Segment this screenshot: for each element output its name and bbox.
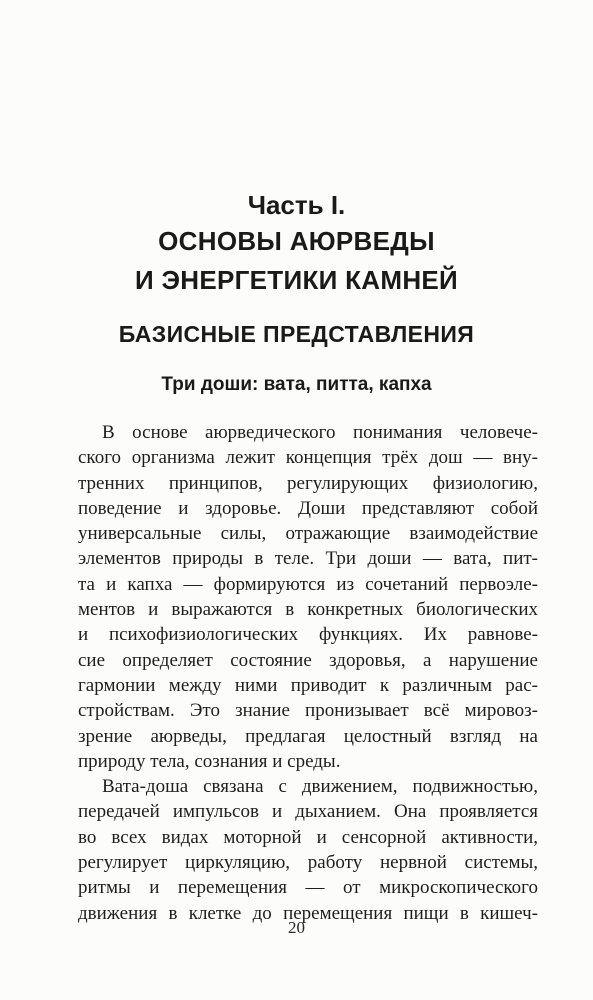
text-line: во всех видах моторной и сенсорной активности, (78, 826, 538, 848)
text-line: сие определяет состояние здоровья, а нарушение (78, 649, 538, 671)
text-line: ментов и выражаются в конкретных биологических (78, 599, 538, 621)
text-line: природу тела, сознания и среды. (78, 750, 341, 772)
part-heading: Часть I. (247, 190, 346, 220)
text-line: тренних принципов, регулирующих физиологию, (78, 472, 538, 494)
text-line: и психофизиологических функциях. Их равнове- (78, 624, 538, 646)
text-line: Вата-доша связана с движением, подвижностью, (102, 776, 538, 798)
text-line: гармонии между ними приводит к различным рас- (78, 674, 538, 696)
body-text (78, 420, 538, 926)
paragraph (78, 420, 538, 774)
text-line: элементов природы в теле. Три доши — вата, пит- (78, 548, 538, 570)
paragraph (78, 774, 538, 926)
part-title-line-1: ОСНОВЫ АЮРВЕДЫ (158, 226, 435, 256)
page-number: 20 (288, 918, 305, 937)
text-line: ского организма лежит концепция трёх дош — вну- (78, 447, 538, 469)
text-line: передачей импульсов и дыханием. Она проявляется (78, 801, 538, 823)
part-title-line-2: И ЭНЕРГЕТИКИ КАМНЕЙ (134, 265, 459, 295)
text-line: поведение и здоровье. Доши представляют собой (78, 497, 538, 519)
text-line: ритмы и перемещения — от микроскопического (78, 877, 538, 899)
subsection-heading: Три доши: вата, питта, капха (161, 374, 432, 395)
text-line: стройствам. Это знание пронизывает всё мировоз- (78, 700, 538, 722)
text-line: В основе аюрведического понимания человече- (102, 422, 538, 443)
text-line: регулирует циркуляцию, работу нервной системы, (78, 852, 538, 874)
text-line: универсальные силы, отражающие взаимодействие (78, 523, 538, 545)
text-line: движения в клетке до перемещения пищи в кишеч- (78, 902, 538, 924)
text-line: зрение аюрведы, предлагая целостный взгляд на (78, 725, 538, 747)
section-heading: БАЗИСНЫЕ ПРЕДСТАВЛЕНИЯ (118, 321, 475, 347)
text-line: та и капха — формируются из сочетаний первоэле- (78, 573, 538, 595)
